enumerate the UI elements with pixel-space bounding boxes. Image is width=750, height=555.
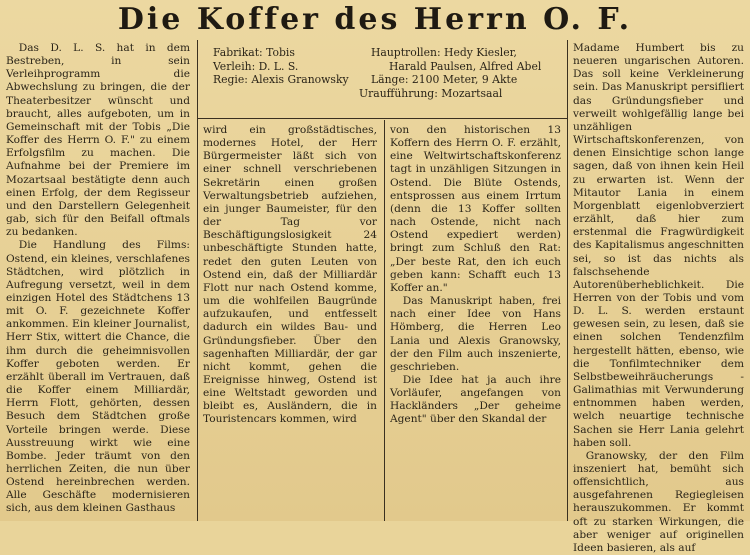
column-rule-1 (197, 40, 198, 521)
paragraph: Die Handlung des Films: Ostend, ein kleines, verschlafenes Städtchen, wird plötzlich in Aufregung versetzt, weil in dem einzigen Hotel des Städtchens 13 mit O. F. gezeichnete Koffer ankommen. Ein kleiner Journalist, Herr Stix, wittert die Chance, die ihm durch die geheimnisvollen Koffer geboten werden. Er erzählt überall im Vertrauen, daß die Koffer einem Milliardär, Herrn Flott, gehörten, dessen Besuch dem Städtchen große Vorteile bringen werde. Diese Ausstreuung wirkt wie eine Bombe. Jeder träumt von den herrlichen Zeiten, die nun über Ostend hereinbrechen werden. Alle Geschäfte modernisieren sich, aus dem kleinen Gasthaus (6, 239, 190, 515)
column-rule-2 (567, 40, 568, 521)
paragraph: von den historischen 13 Koffern des Herrn O. F. erzählt, eine Weltwirtschaftskonferenz tagt in unzähligen Sitzungen in Ostend. Die Blüte Ostends, entsprossen aus einem Irrtum (denn die 13 Koffer sollten nach Ostende, nicht nach Ostend expediert werden) bringt zum Schluß den Rat: „Der beste Rat, den ich euch geben kann: Schafft euch 13 Koffer an." (390, 124, 561, 294)
credit-producer: Fabrikat: Tobis (213, 46, 295, 59)
paragraph: Das Manuskript haben, frei nach einer Idee von Hans Hömberg, die Herren Leo Lania und Alexis Granowsky, der den Film auch inszenierte, geschrieben. (390, 295, 561, 373)
credit-leads-names: Harald Paulsen, Alfred Abel (389, 59, 542, 73)
headline: Die Koffer des Herrn O. F. (117, 2, 633, 37)
article-column-3 (390, 124, 561, 520)
credits-right (359, 46, 566, 100)
credit-leads: Hauptrollen: Hedy Kiesler, (371, 46, 517, 59)
article-column-1 (6, 42, 190, 520)
credits-rule (198, 118, 567, 119)
credit-distributor: Verleih: D. L. S. (213, 59, 299, 73)
article-column-4 (573, 42, 744, 554)
credits-left (213, 46, 363, 87)
paragraph: Das D. L. S. hat in dem Bestreben, in sein Verleihprogramm die Abwechslung zu bringen, die der Theaterbesitzer wünscht und braucht, alles aufgeboten, um in Gemeinschaft mit der Tobis „Die Koffer des Herrn O. F." zu einem Erfolgsfilm zu machen. Die Aufnahme bei der Premiere im Mozartsaal bestätigte denn auch einen Erfolg, der dem Regisseur und den Darstellern Gelegenheit gab, sich für den Beifall oftmals zu bedanken. (6, 42, 190, 239)
column-rule-3 (384, 120, 385, 521)
credits-box (205, 46, 565, 116)
paragraph: Die Idee hat ja auch ihre Vorläufer, angefangen von Hackländers „Der geheime Agent" über den Skandal der (390, 373, 561, 426)
article-column-2 (203, 124, 377, 520)
credit-premiere: Uraufführung: Mozartsaal (359, 86, 503, 100)
paragraph: Madame Humbert bis zu neueren ungarischen Autoren. Das soll keine Verkleinerung sein. Das Manuskript persifliert das Gründungsfieber und verweilt wohlgefällig lange bei unzähligen Wirtschaftskonferenzen, von denen Einsichtige schon lange sagen, daß von ihnen kein Heil zu erwarten ist. Wenn der Mitautor Lania in einem Morgenblatt eigenlobverziert erzählt, daß hier zum erstenmal die Fragwürdigkeit des Kapitalismus angeschnitten sei, so ist das nichts als falschsehende Autorenüberheblichkeit. Die Herren von der Tobis und vom D. L. S. werden erstaunt gewesen sein, zu lesen, daß sie einen solchen Tendenzfilm hergestellt hätten, ebenso, wie die Tonfilmtechniker dem Selbstbeweihräucherungs - Galimathias mit Verwunderung entnommen haben werden, welch neuartige technische Sachen sie Herr Lania gelehrt haben soll. (573, 42, 744, 449)
credit-length: Länge: 2100 Meter, 9 Akte (371, 73, 518, 87)
credit-director: Regie: Alexis Granowsky (213, 73, 349, 87)
paragraph: Granowsky, der den Film inszeniert hat, bemüht sich offensichtlich, aus ausgefahrenen Regiegleisen herauszukommen. Er kommt oft zu starken Wirkungen, die aber weniger auf originellen Ideen basieren, als auf (573, 449, 744, 554)
paragraph: wird ein großstädtisches, modernes Hotel, der Herr Bürgermeister läßt sich von einer schnell verschriebenen Sekretärin einen großen Verwaltungsbetrieb aufziehen, ein junger Baumeister, für den der Tag vor Beschäftigungslosigkeit 24 unbeschäftigte Stunden hatte, redet den guten Leuten von Ostend ein, daß der Milliardär Flott nur nach Ostend komme, um die wohlfeilen Baugründe aufzukaufen, und entfesselt dadurch ein wildes Bau- und Gründungsfieber. Über den sagenhaften Milliardär, der gar nicht kommt, gehen die Ereignisse hinweg, Ostend ist eine Weltstadt geworden und bleibt es, Ausländern, die in Touristencars kommen, wird (203, 124, 377, 426)
